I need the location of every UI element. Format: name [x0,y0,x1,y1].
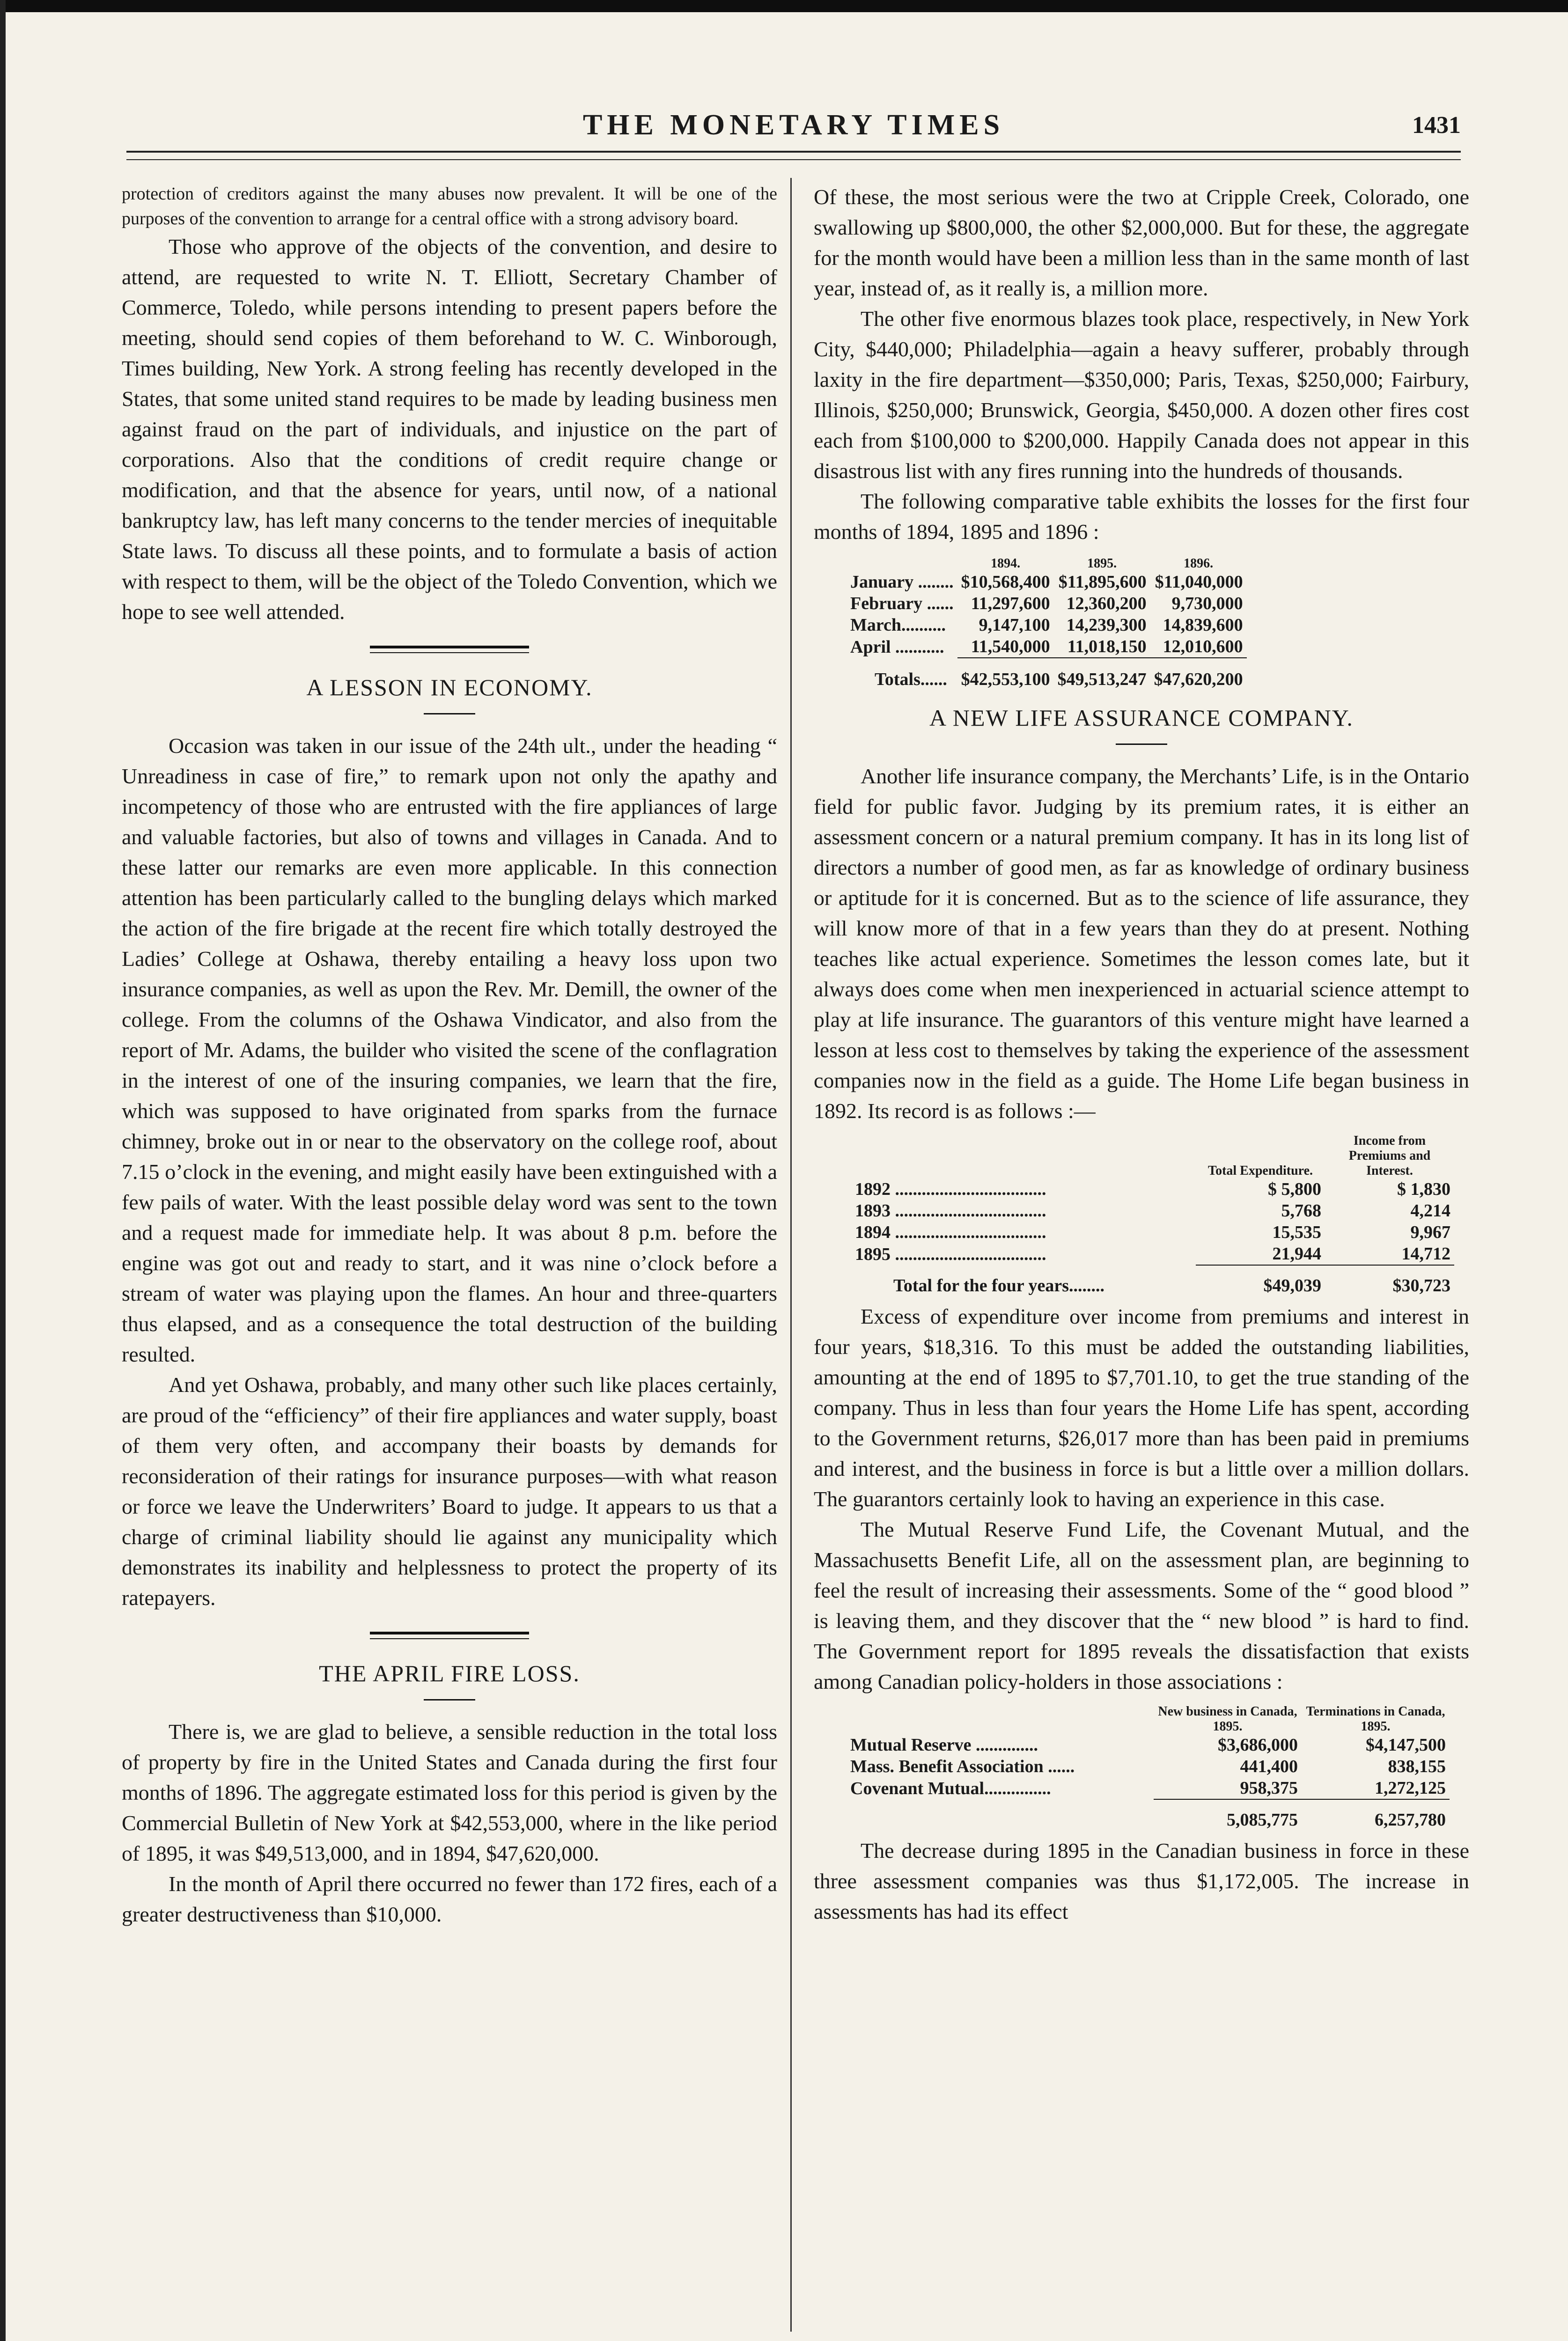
terminations-value: $4,147,500 [1366,1735,1446,1755]
section-rule [370,1632,529,1634]
totals-row [847,658,1247,690]
fire-loss-table [847,556,1247,690]
loss-value: 11,297,600 [971,594,1050,613]
page-header [126,109,1461,141]
month-label: January ........ [850,572,954,592]
year-header: 1896. [1184,556,1214,571]
header-rule [126,151,1461,153]
income-value: 4,214 [1410,1201,1450,1221]
paragraph-life-4: The decrease during 1895 in the Canadian business in force in these three assessment companies was thus $1,172,005. The increase in assessments has had its effect [814,1839,1469,1923]
title-underline [1116,744,1167,745]
paragraph-intro: protection of creditors against the many abuses now prevalent. It will be one of the purposes of the convention to arrange for a central office with a strong advisory board. [122,184,777,228]
year-label: 1894 .................................. [855,1222,1046,1242]
new-business-value: $3,686,000 [1218,1735,1298,1755]
title-underline [424,1699,475,1701]
assessment-table [847,1704,1450,1831]
year-label: 1893 .................................. [855,1201,1046,1221]
total-value: 5,085,775 [1154,1799,1302,1831]
column-header: New business in Canada, 1895. [1158,1704,1297,1734]
table-row [851,1243,1454,1265]
total-value: $49,039 [1196,1265,1325,1296]
page-left-border [0,0,6,2341]
section-title-fire-loss: THE APRIL FIRE LOSS. [319,1660,580,1686]
header-rule-thin [126,159,1461,160]
section-rule-thin [370,1638,529,1639]
expenditure-value: 21,944 [1272,1244,1321,1264]
table-header-row [847,556,1247,571]
paragraph-economy-2: And yet Oshawa, probably, and many other such like places certainly, are proud of the “efficiency” of their fire appliances and water supply, boast of them very often, and accompany their boasts by demands for reconsideration of their ratings for insurance purposes—with what reason or force we leave the Underwriters’ Board to judge. It appears to us that a charge of criminal liability should lie against any municipality which demonstrates its inability and helplessness to protect the property of its ratepayers. [122,1373,777,1610]
table-header-row [847,1704,1450,1734]
paragraph-toledo: Those who approve of the objects of the convention, and desire to attend, are requested to write N. T. Elliott, Secretary Chamber of Commerce, Toledo, while persons intending to present papers before the meeting, should send copies of them beforehand to W. C. Winborough, Times building, New York. A strong feeling has recently developed in the States, that some united stand requires to be made by leading business men against fraud on the part of individuals, and injustice on the part of corporations. Also that the conditions of credit require change or modification, and that the absence for years, until now, of a national bankruptcy law, has left many concerns to the tender mercies of inequitable State laws. To discuss all these points, and to formulate a basis of action with respect to them, will be the object of the Toledo Convention, which we hope to see well attended. [122,235,777,624]
month-label: February ...... [850,594,954,613]
table-header-row [851,1134,1454,1178]
column-header: Income from Premiums and Interest. [1348,1134,1431,1178]
year-header: 1895. [1087,556,1117,571]
table-row [847,614,1247,636]
total-value: 6,257,780 [1302,1799,1450,1831]
column-divider [790,178,792,2332]
loss-value: 11,018,150 [1067,637,1147,656]
income-value: 9,967 [1410,1222,1450,1242]
totals-label: Total for the four years........ [893,1275,1105,1296]
association-label: Mutual Reserve .............. [850,1735,1038,1755]
loss-value: 12,010,600 [1163,637,1243,656]
loss-value: $11,895,600 [1058,572,1147,592]
expenditure-value: 5,768 [1281,1201,1321,1221]
table-row [847,1734,1450,1756]
table-row [847,636,1247,658]
year-label: 1892 .................................. [855,1179,1046,1199]
terminations-value: 838,155 [1388,1757,1446,1776]
paragraph-fire-4: The other five enormous blazes took place, respectively, in New York City, $440,000; Philadelphia—again a heavy sufferer, probably through laxity in the fire department—$350,000; Paris, Texas, $250,000; Fairbury, Illinois, $250,000; Brunswick, Georgia, $450,000. A dozen other fires cost each from $100,000 to $200,000. Happily Canada does not appear in this disastrous list with any fires running into the hundreds of thousands. [814,307,1469,483]
section-title-life: A NEW LIFE ASSURANCE COMPANY. [929,705,1354,731]
association-label: Covenant Mutual............... [850,1778,1051,1798]
section-title-economy: A LESSON IN ECONOMY. [306,674,593,700]
paragraph-life-3: The Mutual Reserve Fund Life, the Covenant Mutual, and the Massachusetts Benefit Life, all on the assessment plan, are beginning to feel the result of increasing their assessments. Some of the “ good blood ” is leaving them, and they discover that the “ new blood ” is hard to find. The Government report for 1895 reveals the dissatisfaction that exists among Canadian policy-holders in those associations : [814,1517,1469,1693]
loss-value: $10,568,400 [961,572,1050,592]
new-business-value: 441,400 [1240,1757,1298,1776]
table-row [851,1222,1454,1243]
table-row [847,571,1247,593]
total-value: $42,553,100 [957,658,1054,690]
right-column [814,182,1469,1927]
page-number: 1431 [1412,112,1461,139]
paragraph-fire-3: Of these, the most serious were the two at Cripple Creek, Colorado, one swallowing up $800,000, the other $2,000,000. But for these, the aggregate for the month would have been a million less than in the same month of last year, instead of, as it really is, a million more. [814,185,1469,300]
loss-value: $11,040,000 [1155,572,1243,592]
paragraph-fire-5: The following comparative table exhibits the losses for the first four months of 1894, 1895 and 1896 : [814,489,1469,544]
column-header: Terminations in Canada, 1895. [1306,1704,1445,1734]
year-header: 1894. [991,556,1021,571]
table-row [847,1756,1450,1777]
left-column [122,182,777,1929]
masthead-title: THE MONETARY TIMES [582,109,1005,141]
income-value: 14,712 [1401,1244,1450,1264]
new-business-value: 958,375 [1240,1778,1298,1798]
loss-value: 14,839,600 [1163,615,1243,635]
total-value: $30,723 [1325,1265,1454,1296]
page-top-border [0,0,1568,12]
section-rule-thin [370,652,529,653]
paragraph-life-2: Excess of expenditure over income from premiums and interest in four years, $18,316. To this must be added the outstanding liabilities, amounting at the end of 1895 to $7,701.10, to get the true standing of the company. Thus in less than four years the Home Life has spent, according to the Government returns, $26,017 more than has been paid in premiums and interest, and the business in force is but a little over a million dollars. The guarantors certainly look to having an experience in this case. [814,1304,1469,1511]
total-value: $47,620,200 [1150,658,1247,690]
month-label: March.......... [850,615,946,635]
totals-row [851,1265,1454,1296]
column-header: Total Expenditure. [1207,1163,1313,1178]
loss-value: 12,360,200 [1066,594,1147,613]
terminations-value: 1,272,125 [1375,1778,1446,1798]
association-label: Mass. Benefit Association ...... [850,1757,1075,1776]
expenditure-value: 15,535 [1272,1222,1321,1242]
section-rule [370,646,529,648]
table-row [847,1777,1450,1799]
year-label: 1895 .................................. [855,1244,1046,1264]
table-row [851,1178,1454,1200]
paragraph-life-1: Another life insurance company, the Merchants’ Life, is in the Ontario field for public favor. Judging by its premium rates, it is either an assessment concern or a natural premium company. It has in its long list of directors a number of good men, as far as knowledge of ordinary business or aptitude for it is concerned. But as to the science of life assurance, they will know more of that in a few years than they do at present. Nothing teaches like actual experience. Sometimes the lesson comes late, but it always does come when men inexperienced in actuarial science attempt to play at life insurance. The guarantors of this venture might have learned a lesson at less cost to themselves by taking the experience of the assessment companies now in the field as a guide. The Home Life began business in 1892. Its record is as follows :— [814,764,1469,1123]
paragraph-economy-1: Occasion was taken in our issue of the 24th ult., under the heading “ Unreadiness in case of fire,” to remark upon not only the apathy and incompetency of those who are entrusted with the fire appliances of large and valuable factories, but also of towns and villages in Canada. And to these latter our remarks are even more applicable. In this connection attention has been particularly called to the bungling delays which marked the action of the fire brigade at the recent fire which totally destroyed the Ladies’ College at Oshawa, thereby entailing a heavy loss upon two insurance companies, as well as upon the Rev. Mr. Demill, the owner of the college. From the columns of the Oshawa Vindicator, and also from the report of Mr. Adams, the builder who visited the scene of the conflagration in the interest of one of the insuring companies, we learn that the fire, which was supposed to have originated from sparks from the furnace chimney, broke out in or near to the observatory on the college roof, about 7.15 o’clock in the evening, and might easily have been extinguished with a few pails of water. With the least possible delay word was sent to the town and a request made for immediate help. It was about 8 p.m. before the engine was got out and ready to start, and it was nine o’clock before a stream of water was playing upon the flames. An hour and three-quarters thus elapsed, and as a consequence the total destruction of the building resulted. [122,734,777,1366]
month-label: April ........... [850,637,944,657]
title-underline [424,713,475,714]
loss-value: 9,730,000 [1171,594,1243,613]
expenditure-value: $ 5,800 [1268,1179,1321,1199]
total-value: $49,513,247 [1054,658,1150,690]
paragraph-fire-2: In the month of April there occurred no fewer than 172 fires, each of a greater destructiveness than $10,000. [122,1872,777,1926]
totals-row [847,1799,1450,1831]
income-value: $ 1,830 [1397,1179,1450,1199]
loss-value: 9,147,100 [979,615,1050,635]
totals-label: Totals...... [875,669,947,689]
home-life-table [851,1134,1454,1296]
table-row [851,1200,1454,1222]
paragraph-fire-1: There is, we are glad to believe, a sensible reduction in the total loss of property by fire in the United States and Canada during the first four months of 1896. The aggregate estimated loss for this period is given by the Commercial Bulletin of New York at $42,553,000, where in the like period of 1895, it was $49,513,000, and in 1894, $47,620,000. [122,1720,777,1865]
table-row [847,593,1247,614]
loss-value: 14,239,300 [1066,615,1147,635]
loss-value: 11,540,000 [971,637,1050,656]
